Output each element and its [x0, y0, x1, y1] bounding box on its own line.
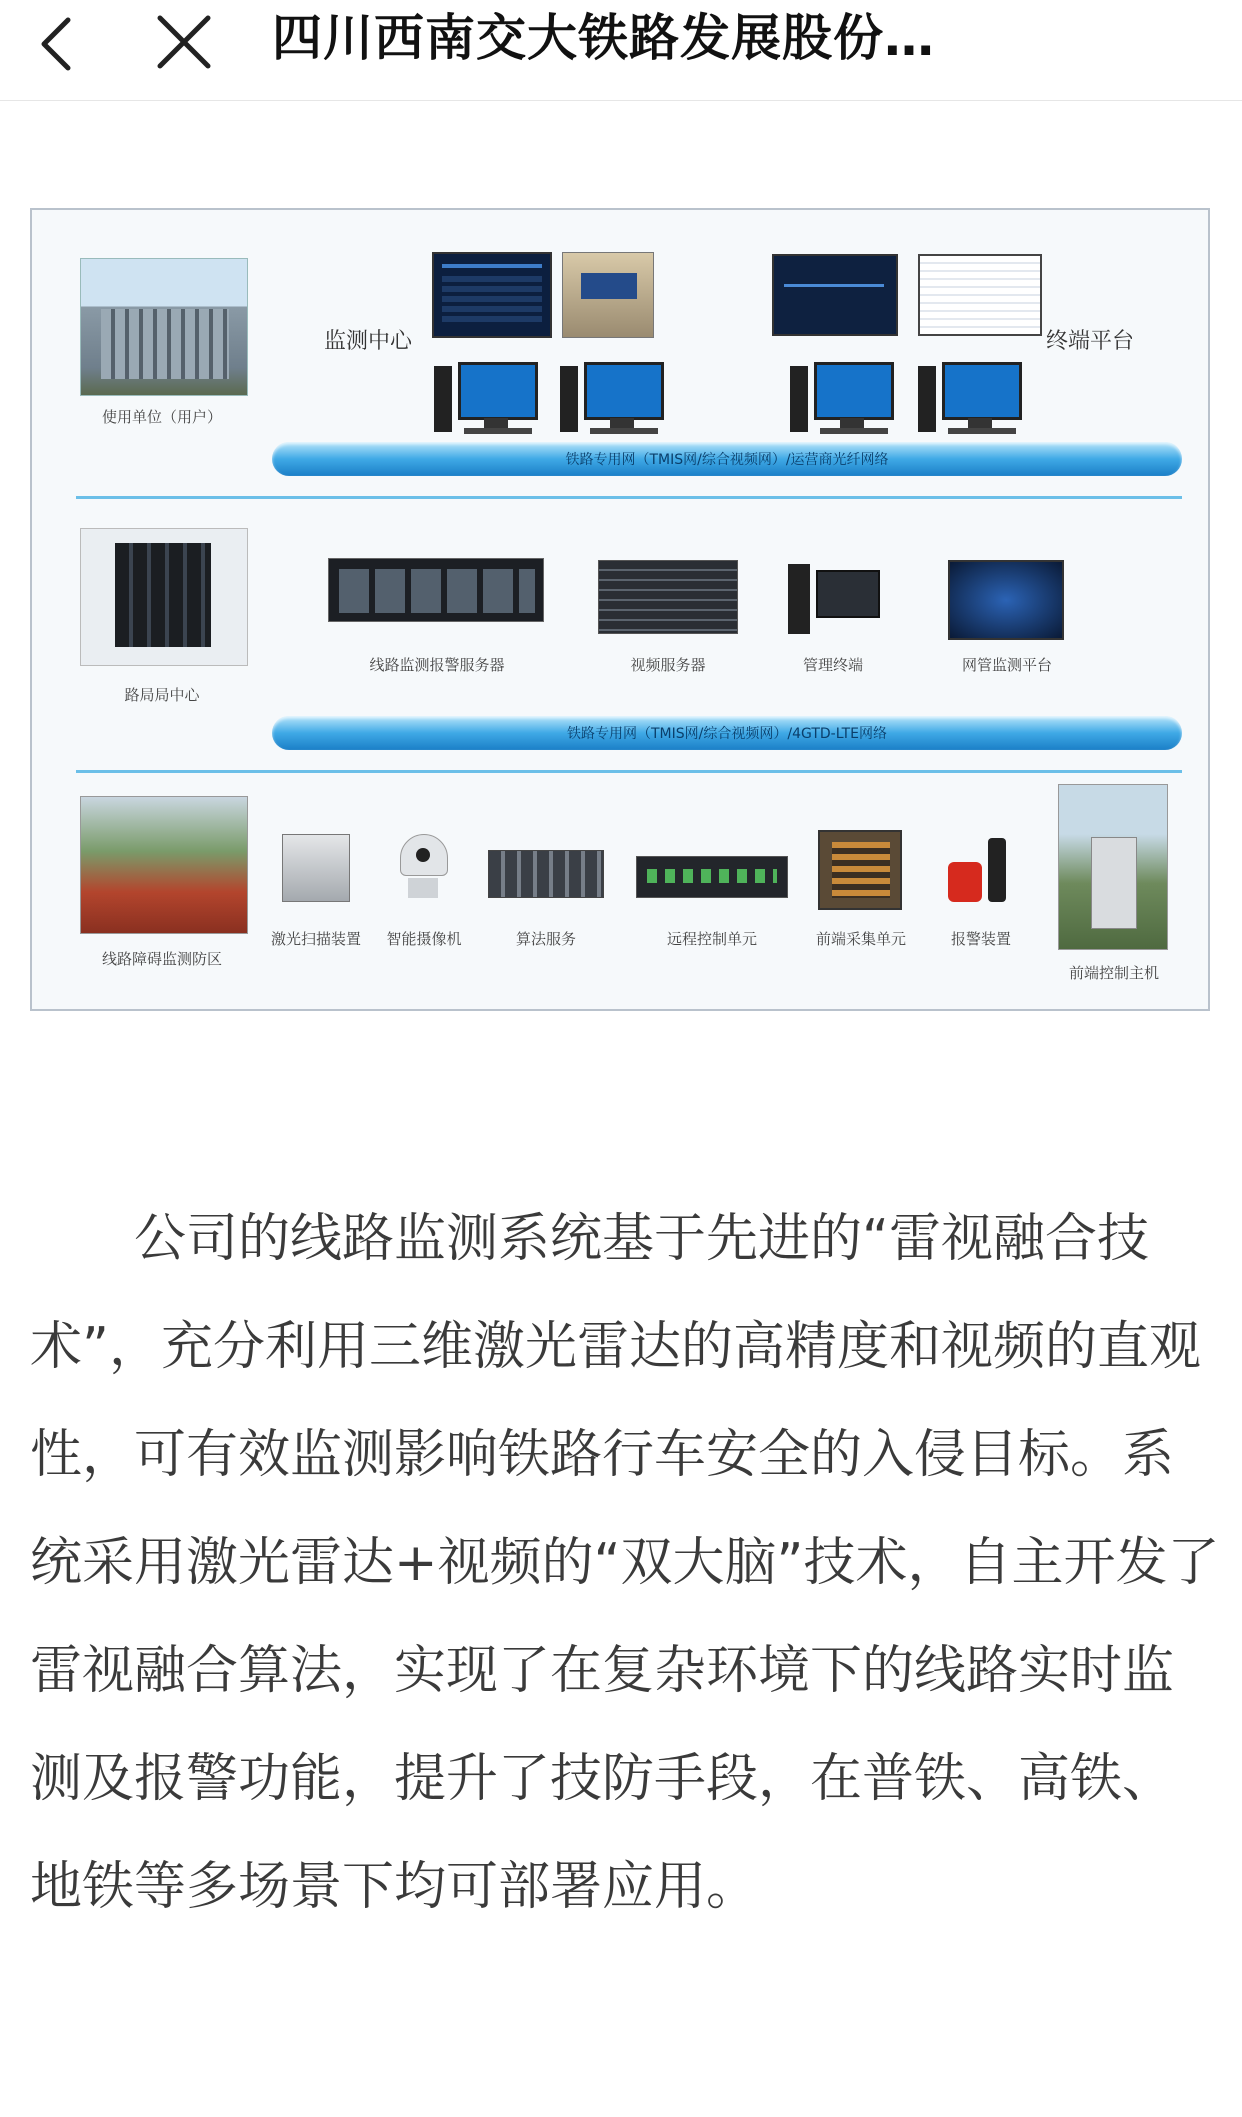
- system-architecture-diagram: [30, 208, 1210, 1011]
- network-pipe-top: [272, 442, 1182, 476]
- railway-track-image: [80, 796, 248, 934]
- network-top-label: 铁路专用网（TMIS网/综合视频网）/运营商光纤网络: [565, 452, 889, 468]
- front-collect-image: [818, 830, 902, 910]
- alarm-device-label: 报警装置: [950, 930, 1011, 948]
- workstation-4: [918, 362, 1018, 440]
- close-icon: [152, 10, 216, 74]
- chevron-left-icon: [30, 14, 90, 74]
- bureau-center-label: 路局局中心: [124, 686, 200, 704]
- monitor-center-label: 监测中心: [324, 329, 413, 354]
- line-alarm-server-label: 线路监测报警服务器: [369, 656, 505, 674]
- divider-2: [76, 770, 1182, 773]
- close-button[interactable]: [152, 10, 216, 74]
- front-host-label: 前端控制主机: [1068, 964, 1159, 982]
- video-server-image: [598, 560, 738, 634]
- terminal-table-screen: [918, 254, 1042, 336]
- algorithm-box-image: [488, 850, 604, 898]
- smart-camera-label: 智能摄像机: [386, 930, 462, 948]
- video-server-label: 视频服务器: [630, 656, 706, 674]
- mgmt-terminal-label: 管理终端: [802, 656, 863, 674]
- track-zone-label: 线路障碍监测防区: [101, 950, 222, 968]
- smart-camera-image: [394, 834, 452, 902]
- terminal-platform-label: 终端平台: [1046, 329, 1135, 354]
- terminal-dashboard-screen: [772, 254, 898, 336]
- rack-server-image: [328, 558, 544, 622]
- laser-scanner-image: [282, 834, 350, 902]
- front-collect-label: 前端采集单元: [815, 930, 906, 948]
- front-host-image: [1058, 784, 1168, 950]
- network-mid-label: 铁路专用网（TMIS网/综合视频网）/4GTD-LTE网络: [567, 726, 887, 742]
- divider-1: [76, 496, 1182, 499]
- workstation-2: [560, 362, 660, 440]
- article-paragraph: 公司的线路监测系统基于先进的“雷视融合技术”，充分利用三维激光雷达的高精度和视频的直观性，可有效监测影响铁路行车安全的入侵目标。系统采用激光雷达+视频的“双大脑”技术，自主开发了雷视融合算法，实现了在复杂环境下的线路实时监测及报警功能，提升了技防手段，在普铁、高铁、地铁等多场景下均可部署应用。: [30, 1209, 1220, 1917]
- alarm-device-image: [948, 832, 1014, 908]
- back-button[interactable]: [30, 14, 90, 74]
- user-unit-label: 使用单位（用户）: [101, 408, 222, 426]
- nms-platform-label: 网管监测平台: [961, 656, 1052, 674]
- remote-control-image: [636, 856, 788, 898]
- remote-control-label: 远程控制单元: [666, 930, 757, 948]
- user-building-image: [80, 258, 248, 396]
- page-title: 四川西南交大铁路发展股份…: [272, 9, 935, 67]
- mgmt-terminal-image: [788, 560, 878, 640]
- algorithm-service-label: 算法服务: [515, 930, 576, 948]
- top-nav-bar: [0, 0, 1242, 101]
- network-pipe-middle: [272, 716, 1182, 750]
- workstation-3: [790, 362, 890, 440]
- control-room-image: [562, 252, 654, 338]
- dashboard-screen: [432, 252, 552, 338]
- nms-platform-image: [948, 560, 1064, 640]
- workstation-1: [434, 362, 534, 440]
- laser-scanner-label: 激光扫描装置: [270, 930, 361, 948]
- server-room-image: [80, 528, 248, 666]
- article-body: [30, 1185, 1220, 1941]
